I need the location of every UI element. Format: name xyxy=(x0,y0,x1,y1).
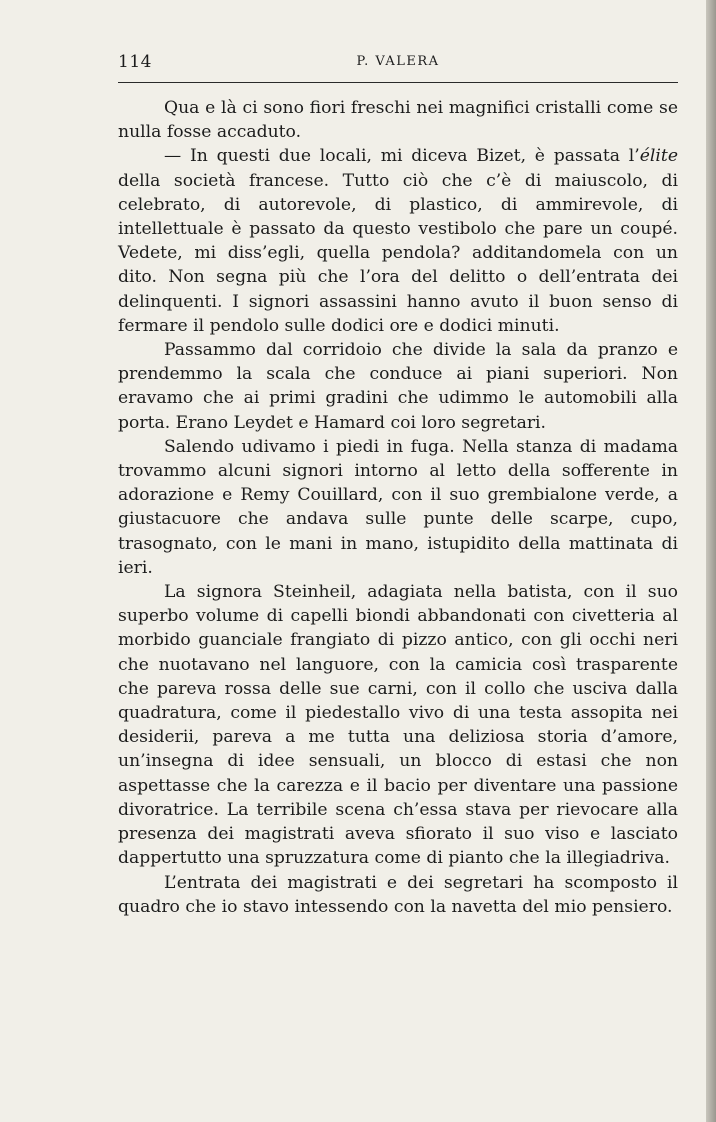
paragraph: Qua e là ci sono fiori freschi nei magnifici cristalli come se nulla fosse accaduto. xyxy=(118,98,678,143)
page-header xyxy=(118,52,678,83)
paragraph: La signora Steinheil, adagiata nella batista, con il suo superbo volume di capelli biondi abbandonati con civetteria al morbido guanciale frangiato di pizzo antico, con gli occhi neri che nuotavano nel languore, con la camicia così trasparente che pareva rossa delle sue carni, con il collo che usciva dalla quadratura, come il piedestallo vivo di una testa assopita nei desiderii, pareva a me tutta una deliziosa storia d’amore, un’insegna di idee sensuali, un blocco di estasi che non aspettasse che la carezza e il bacio per diventare una passione divoratrice. La terribile scena ch’essa stava per rievocare alla presenza dei magistrati aveva sfiorato il suo viso e lasciato dappertutto una spruzzatura come di pianto che la illegiadriva. xyxy=(118,582,678,869)
paragraph-text: della società francese. Tutto ciò che c’è di maiuscolo, di celebrato, di autorevole, di plastico, di ammirevole, di intellettuale è passato da questo vestibolo che pare un coupé. Vedete, mi diss’egli, quella pendola? additandomela con un dito. Non segna più che l’ora del delitto o dell’entrata dei delinquenti. I signori assassini hanno avuto il buon senso di fermare il pendolo sulle dodici ore e dodici minuti. xyxy=(118,170,678,336)
body-text xyxy=(118,96,678,919)
paragraph: Passammo dal corridoio che divide la sala da pranzo e prendemmo la scala che conduce ai piani superiori. Non eravamo che ai primi gradini che udimmo le automobili alla porta. Erano Leydet e Hamard coi loro segretari. xyxy=(118,340,678,433)
paragraph: Salendo udivamo i piedi in fuga. Nella stanza di madama trovammo alcuni signori intorno al letto della sofferente in adorazione e Remy Couillard, con il suo grembialone verde, a giustacuore che andava sulle punte delle scarpe, cupo, trasognato, con le mani in mano, istupidito della mattinata di ieri. xyxy=(118,436,678,578)
page-number: 114 xyxy=(118,52,152,72)
paragraph-text: — In questi due locali, mi diceva Bizet, è passata l’ xyxy=(164,146,640,167)
running-head: P. VALERA xyxy=(356,54,440,69)
paragraph xyxy=(118,144,678,338)
paragraph: L’entrata dei magistrati e dei segretari ha scomposto il quadro che io stavo intessendo con la navetta del mio pensiero. xyxy=(118,872,678,917)
page-edge-shadow xyxy=(706,0,716,1122)
italic-word: élite xyxy=(639,146,678,167)
